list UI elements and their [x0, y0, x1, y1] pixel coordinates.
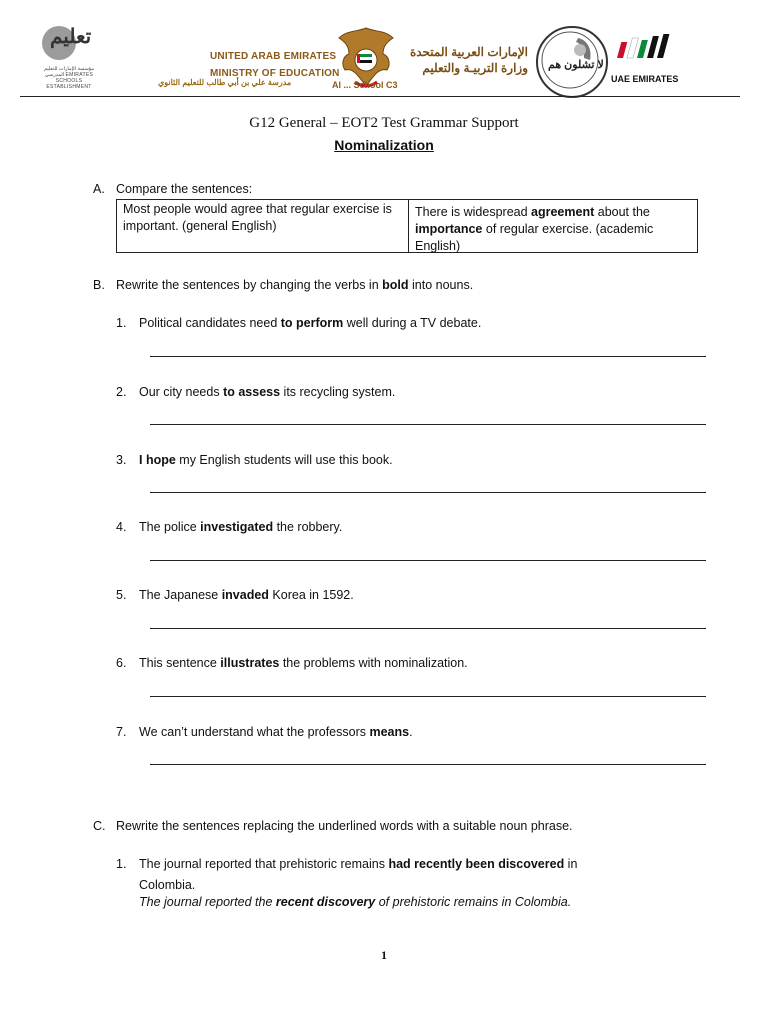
c1-example-answer — [139, 894, 699, 911]
b5-pre: The Japanese — [139, 588, 222, 602]
b4-bold: investigated — [200, 520, 274, 534]
page-subtitle — [0, 137, 768, 153]
b-prompt-1: Rewrite the sentences by changing the verbs in — [116, 278, 383, 292]
b-item-2-number: 2. — [116, 385, 127, 399]
b-item-1-number: 1. — [116, 316, 127, 330]
b7-bold: means — [369, 725, 410, 739]
header-divider — [20, 96, 740, 97]
emirates-schools-logo — [36, 22, 102, 92]
b5-bold: invaded — [221, 588, 269, 602]
logo-subtitle: مؤسسة الإمارات للتعليم المدرسي EMIRATES SCHOOLS ESTABLISHMENT — [43, 66, 95, 90]
b-item-1-answer-line[interactable] — [150, 356, 706, 357]
b1-post: well during a TV debate. — [343, 316, 482, 330]
b-item-2-sentence — [139, 384, 395, 401]
school-arabic-name: مدرسة علي بن أبي طالب للتعليم الثانوي — [158, 78, 292, 87]
b6-post: the problems with nominalization. — [279, 656, 468, 670]
moe-en-line1: UNITED ARAB EMIRATES — [210, 51, 337, 62]
b2-post: its recycling system. — [280, 385, 396, 399]
b6-bold: illustrates — [220, 656, 280, 670]
b-item-4-sentence — [139, 519, 342, 536]
b7-pre: We can’t understand what the professors — [139, 725, 370, 739]
c-item-1-number: 1. — [116, 857, 127, 871]
seal-caption: لا تشلون هم — [548, 59, 604, 71]
section-c-prompt: Rewrite the sentences replacing the underlined words with a suitable noun phrase. — [116, 819, 573, 833]
b2-pre: Our city needs — [139, 385, 224, 399]
section-c-letter: C. — [93, 819, 106, 833]
page-title: G12 General – EOT2 Test Grammar Support — [249, 115, 519, 131]
c1-bold: had recently been discovered — [388, 857, 565, 871]
c-item-1-sentence — [139, 856, 699, 911]
b-item-3-sentence — [139, 452, 393, 469]
table-cell-general: Most people would agree that regular exercise is important. (general English) — [117, 200, 409, 252]
b-item-7-answer-line[interactable] — [150, 764, 706, 765]
b4-pre: The police — [139, 520, 201, 534]
b5-post: Korea in 1592. — [268, 588, 354, 602]
b-item-5-answer-line[interactable] — [150, 628, 706, 629]
page-number: 1 — [381, 948, 387, 962]
academic-text-3: of regular exercise. (academic English) — [415, 222, 654, 253]
b-item-2-answer-line[interactable] — [150, 424, 706, 425]
b-item-7-number: 7. — [116, 725, 127, 739]
academic-text-2: about the — [594, 205, 650, 219]
b3-post: my English students will use this book. — [175, 453, 393, 467]
b-item-5-sentence — [139, 587, 354, 604]
ministry-english-name — [210, 48, 340, 82]
b-item-7-sentence — [139, 724, 413, 741]
b-item-6-sentence — [139, 655, 468, 672]
academic-bold-2: importance — [415, 222, 483, 236]
flag-caption: UAE EMIRATES — [611, 74, 679, 84]
section-b-prompt — [116, 277, 473, 294]
b1-bold: to perform — [280, 316, 344, 330]
comparison-table — [116, 199, 698, 253]
section-b-letter: B. — [93, 278, 105, 292]
b1-pre: Political candidates need — [139, 316, 281, 330]
b-item-3-number: 3. — [116, 453, 127, 467]
c1-answer-post: of prehistoric remains in Colombia. — [375, 895, 572, 909]
moe-ar-line1: الإمارات العربية المتحدة — [409, 45, 528, 59]
b-prompt-2: into nouns. — [408, 278, 474, 292]
b7-post: . — [409, 725, 413, 739]
b-item-6-answer-line[interactable] — [150, 696, 706, 697]
c1-line1 — [139, 856, 699, 873]
section-a-prompt: Compare the sentences: — [116, 182, 253, 196]
b-item-4-number: 4. — [116, 520, 127, 534]
b4-post: the robbery. — [273, 520, 343, 534]
b-item-6-number: 6. — [116, 656, 127, 670]
b-item-5-number: 5. — [116, 588, 127, 602]
b2-bold: to assess — [223, 385, 281, 399]
ministry-arabic-name — [408, 44, 528, 76]
c1-answer-bold: recent discovery — [275, 895, 376, 909]
b6-pre: This sentence — [139, 656, 221, 670]
b-item-4-answer-line[interactable] — [150, 560, 706, 561]
c1-line2: Colombia. — [139, 878, 196, 892]
c1-pre: The journal reported that prehistoric remains — [139, 857, 389, 871]
b-item-3-answer-line[interactable] — [150, 492, 706, 493]
subtitle-text: Nominalization — [334, 137, 434, 153]
school-english-name: Al ... School C3 — [332, 80, 398, 90]
section-a-letter: A. — [93, 182, 105, 196]
b-prompt-bold: bold — [382, 278, 409, 292]
c1-post: in — [564, 857, 578, 871]
logo-arabic-text: تعليم — [50, 24, 92, 48]
b3-bold: I hope — [139, 453, 176, 467]
c1-answer-pre: The journal reported the — [139, 895, 276, 909]
academic-bold-1: agreement — [531, 205, 595, 219]
b-item-1-sentence — [139, 315, 481, 332]
moe-en-line2: MINISTRY OF EDUCATION — [210, 68, 340, 79]
moe-ar-line2: وزارة التربيـة والتعليم — [422, 61, 528, 75]
table-cell-academic — [409, 200, 697, 252]
academic-text-1: There is widespread — [415, 205, 532, 219]
